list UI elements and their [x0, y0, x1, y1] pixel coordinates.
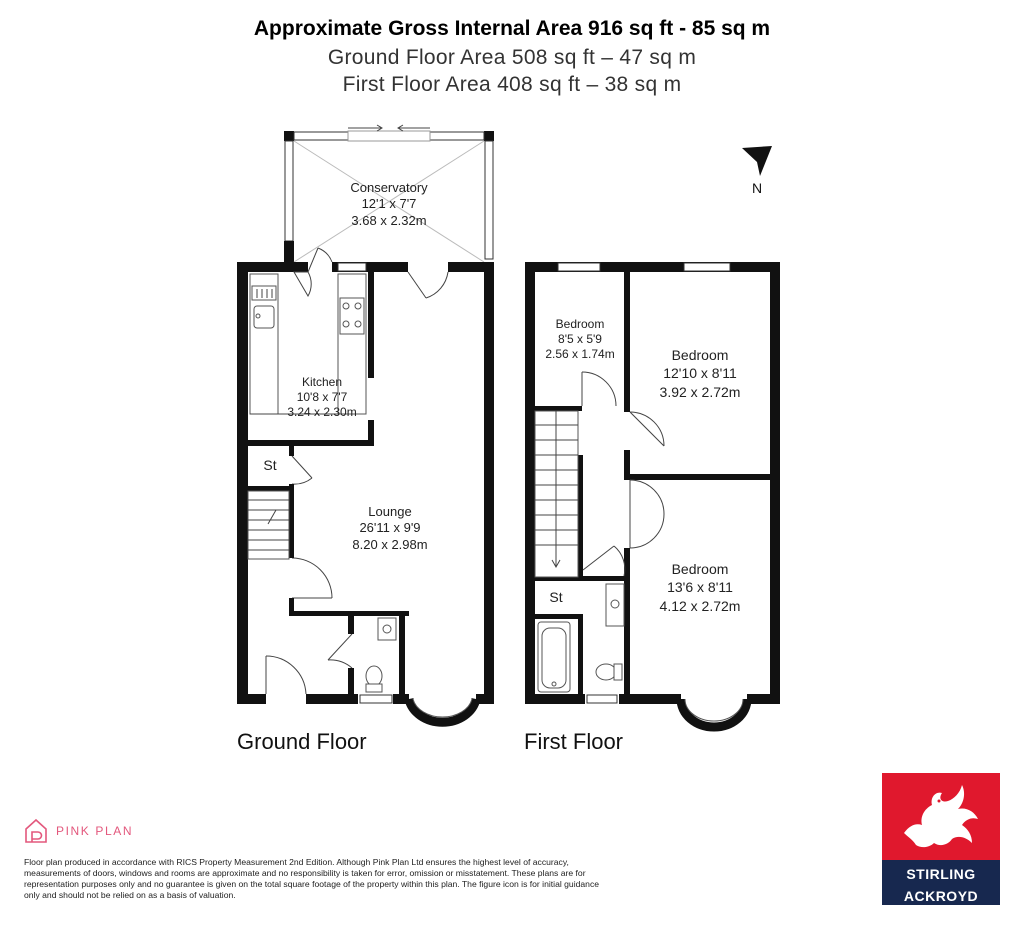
conservatory-imperial: 12'1 x 7'7	[361, 196, 417, 211]
gross-area-title: Approximate Gross Internal Area 916 sq ft - 85 sq m	[253, 17, 771, 40]
lounge-label: Lounge	[368, 504, 412, 519]
rear-bedroom-label: Bedroom	[671, 347, 729, 363]
kitchen-label: Kitchen	[301, 375, 343, 389]
kitchen-imperial: 10'8 x 7'7	[296, 390, 348, 404]
kitchen-metric: 3.24 x 2.30m	[287, 405, 357, 419]
lounge-metric: 8.20 x 2.98m	[352, 537, 428, 552]
front-bedroom-imperial: 13'6 x 8'11	[667, 579, 733, 595]
rear-bedroom-metric: 3.92 x 2.72m	[659, 384, 741, 400]
small-bedroom-metric: 2.56 x 1.74m	[545, 347, 615, 361]
griffin-icon	[882, 773, 1000, 860]
house-logo-icon	[24, 818, 48, 844]
pink-plan-logo	[24, 818, 133, 844]
conservatory-label: Conservatory	[350, 180, 428, 195]
first-floor-area: First Floor Area 408 sq ft – 38 sq m	[342, 73, 682, 96]
ground-floor-plan	[237, 125, 494, 754]
first-floor-plan	[524, 262, 780, 754]
stirling-ackroyd-logo	[882, 773, 1000, 905]
pink-plan-name: PINK PLAN	[56, 824, 134, 838]
front-bedroom-metric: 4.12 x 2.72m	[659, 598, 741, 614]
disclaimer-text: Floor plan produced in accordance with RICS Property Measurement 2nd Edition. Although Pink Plan Ltd ensures the highest level of accuracy, measurements of doors, windows and rooms are approximate and no responsibility is taken for error, omission or misstatement. These plans are for representation purposes only and no guarantee is given on the total square footage of the property within this plan. The figure icon is for initial guidance only and should not be relied on as a basis of valuation.	[24, 857, 600, 900]
agent-name-panel	[882, 860, 1000, 905]
conservatory-metric: 3.68 x 2.32m	[351, 213, 427, 228]
ground-floor-label: Ground Floor	[237, 729, 367, 754]
small-bedroom-label: Bedroom	[555, 317, 605, 331]
rear-bedroom-imperial: 12'10 x 8'11	[663, 365, 737, 381]
first-stairs	[535, 411, 578, 577]
agent-name-line2: ACKROYD	[903, 888, 979, 904]
small-bedroom-imperial: 8'5 x 5'9	[558, 332, 602, 346]
griffin-panel	[882, 773, 1000, 860]
ground-stairs	[248, 491, 289, 559]
first-store-label: St	[549, 589, 563, 605]
ground-wc-fittings	[366, 618, 396, 692]
lounge-imperial: 26'11 x 9'9	[359, 520, 421, 535]
ground-store-label: St	[263, 457, 277, 473]
ground-floor-area: Ground Floor Area 508 sq ft – 47 sq m	[327, 46, 697, 69]
north-label: N	[751, 180, 763, 196]
north-arrow-icon	[742, 146, 772, 196]
first-floor-label: First Floor	[524, 729, 623, 754]
agent-name-line1: STIRLING	[906, 866, 976, 882]
front-bedroom-label: Bedroom	[671, 561, 729, 577]
